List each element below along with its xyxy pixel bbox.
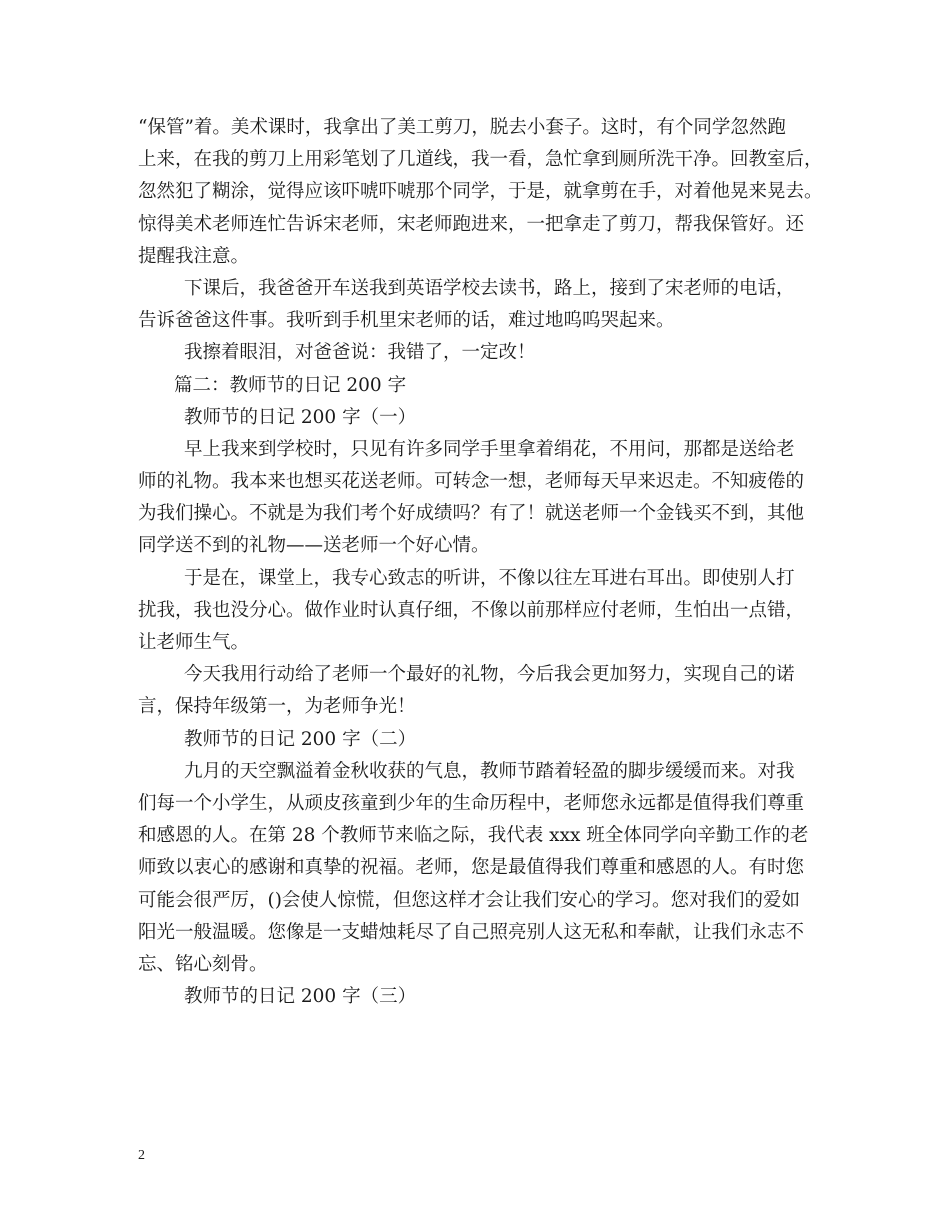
- text-line: 篇二：教师节的日记 200 字: [174, 374, 407, 396]
- text-line: 教师节的日记 200 字（三）: [184, 986, 417, 1008]
- text-line: “保管”着。美术课时，我拿出了美工剪刀，脱去小套子。这时，有个同学忽然跑: [138, 117, 786, 138]
- text-line: 和感恩的人。在第 28 个教师节来临之际，我代表 xxx 班全体同学向辛勤工作的老: [138, 825, 809, 847]
- text-line: 教师节的日记 200 字（二）: [184, 728, 417, 750]
- text-line: 们每一个小学生，从顽皮孩童到少年的生命历程中，老师您永远都是值得我们尊重: [138, 792, 805, 814]
- text-line: 告诉爸爸这件事。我听到手机里宋老师的话，难过地呜呜哭起来。: [138, 310, 675, 332]
- text-line: 师的礼物。我本来也想买花送老师。可转念一想，老师每天早来迟走。不知疲倦的: [138, 471, 805, 493]
- page-number: 2: [138, 1148, 145, 1163]
- text-line: 同学送不到的礼物——送老师一个好心情。: [138, 535, 490, 557]
- text-line: 九月的天空飘溢着金秋收获的气息，教师节踏着轻盈的脚步缓缓而来。对我: [184, 760, 795, 782]
- text-line: 师致以衷心的感谢和真挚的祝福。老师，您是最值得我们尊重和感恩的人。有时您: [138, 857, 805, 879]
- text-line: 阳光一般温暖。您像是一支蜡烛耗尽了自己照亮别人这无私和奉献，让我们永志不: [138, 921, 805, 943]
- text-line: 我擦着眼泪，对爸爸说：我错了，一定改！: [184, 342, 536, 364]
- text-line: 上来，在我的剪刀上用彩笔划了几道线，我一看，急忙拿到厕所洗干净。回教室后，: [138, 149, 823, 171]
- text-line: 让老师生气。: [138, 632, 250, 653]
- text-line: 忘、铭心刻骨。: [138, 953, 268, 975]
- text-line: 忽然犯了糊涂，觉得应该吓唬吓唬那个同学，于是，就拿剪在手，对着他晃来晃去。: [138, 181, 823, 203]
- text-line: 教师节的日记 200 字（一）: [184, 406, 417, 428]
- text-line: 扰我，我也没分心。做作业时认真仔细，不像以前那样应付老师，生怕出一点错，: [138, 599, 805, 621]
- text-line: 早上我来到学校时，只见有许多同学手里拿着绢花，不用问，那都是送给老: [184, 438, 795, 460]
- text-line: 惊得美术老师连忙告诉宋老师，宋老师跑进来，一把拿走了剪刀，帮我保管好。还: [138, 213, 805, 235]
- text-line: 言，保持年级第一，为老师争光！: [138, 696, 416, 718]
- text-line: 为我们操心。不就是为我们考个好成绩吗？有了！就送老师一个金钱买不到，其他: [138, 503, 805, 525]
- text-line: 提醒我注意。: [138, 245, 250, 267]
- text-line: 下课后，我爸爸开车送我到英语学校去读书，路上，接到了宋老师的电话，: [184, 277, 795, 299]
- text-line: 可能会很严厉，()会使人惊慌，但您这样才会让我们安心的学习。您对我们的爱如: [138, 889, 800, 911]
- document-body: [138, 112, 828, 1013]
- text-line: 今天我用行动给了老师一个最好的礼物，今后我会更加努力，实现自己的诺: [184, 664, 795, 686]
- text-line: 于是在，课堂上，我专心致志的听讲，不像以往左耳进右耳出。即使别人打: [184, 567, 795, 589]
